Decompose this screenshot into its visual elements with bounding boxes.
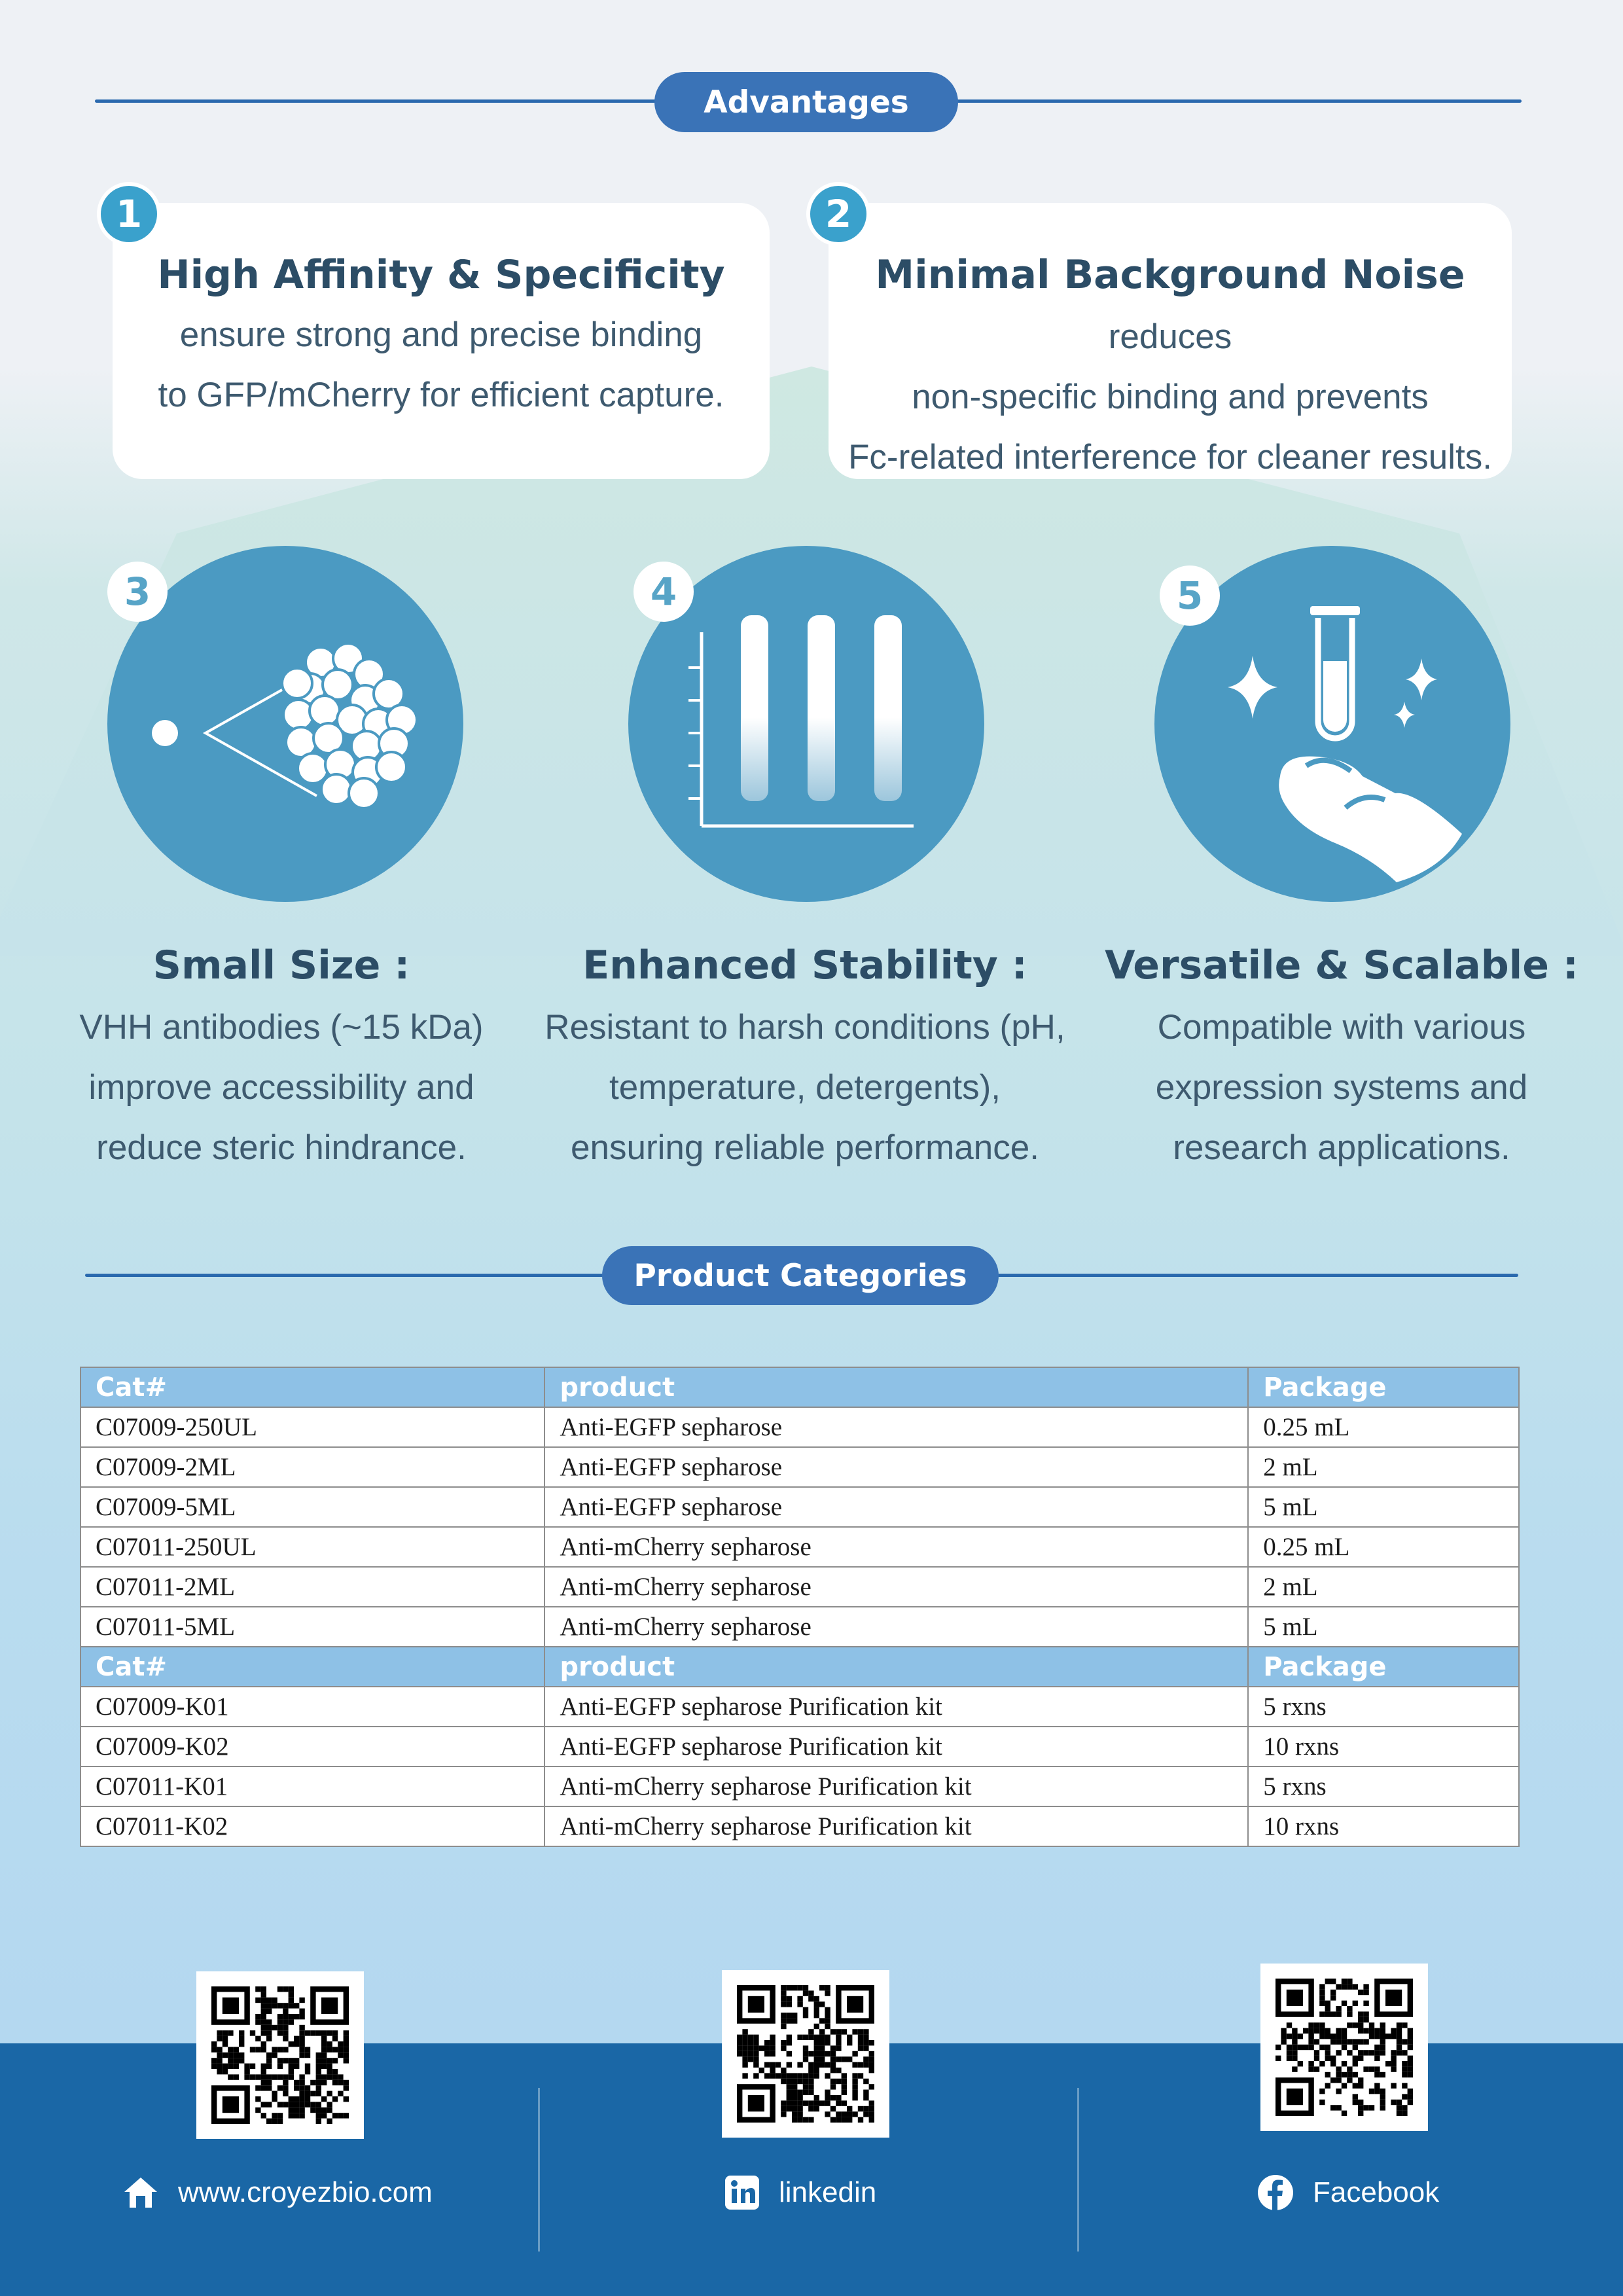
table-header-cell: product [544, 1647, 1248, 1687]
products-line-left [85, 1274, 609, 1277]
table-row [80, 1447, 1519, 1487]
number-badge-5: 5 [1160, 565, 1220, 626]
facebook-qr-code[interactable] [1260, 1964, 1428, 2131]
advantages-line-right [952, 99, 1522, 103]
table-row [80, 1687, 1519, 1727]
table-cell: Anti-mCherry sepharose [544, 1527, 1248, 1567]
number-badge-1: 1 [97, 182, 161, 246]
linkedin-label: linkedin [779, 2176, 877, 2208]
advantage-card-affinity [113, 203, 770, 479]
table-cell: C07009-2ML [80, 1447, 544, 1487]
table-cell: Anti-mCherry sepharose Purification kit [544, 1806, 1248, 1846]
table-cell: Anti-mCherry sepharose [544, 1567, 1248, 1607]
advantage-title: Minimal Background Noise [875, 252, 1465, 298]
table-cell: C07011-K01 [80, 1767, 544, 1806]
advantage-text: Fc-related interference for cleaner results. [848, 438, 1492, 476]
products-line-right [995, 1274, 1518, 1277]
table-cell: 0.25 mL [1248, 1527, 1519, 1567]
feature-title-stability: Enhanced Stability : [582, 942, 1027, 988]
website-qr-code[interactable] [196, 1971, 364, 2139]
table-cell: C07009-K02 [80, 1727, 544, 1767]
advantage-title: High Affinity & Specificity [157, 252, 725, 298]
feature-title-versatile: Versatile & Scalable : [1105, 942, 1578, 988]
table-cell: 2 mL [1248, 1447, 1519, 1487]
table-header-row [80, 1367, 1519, 1407]
table-row [80, 1727, 1519, 1767]
table-cell: C07011-250UL [80, 1527, 544, 1567]
table-header-row [80, 1647, 1519, 1687]
number-badge-4: 4 [633, 562, 694, 622]
table-cell: 5 rxns [1248, 1687, 1519, 1727]
advantage-text: to GFP/mCherry for efficient capture. [158, 376, 724, 414]
table-cell: Anti-mCherry sepharose Purification kit [544, 1767, 1248, 1806]
linkedin-link[interactable] [724, 2173, 876, 2212]
advantage-text: ensure strong and precise binding [179, 315, 703, 354]
table-cell: Anti-EGFP sepharose Purification kit [544, 1727, 1248, 1767]
table-cell: C07009-K01 [80, 1687, 544, 1727]
table-header-cell: Cat# [80, 1367, 544, 1407]
website-link[interactable] [122, 2173, 433, 2212]
facebook-icon [1257, 2174, 1294, 2212]
table-row [80, 1567, 1519, 1607]
table-row [80, 1407, 1519, 1447]
feature-line: VHH antibodies (~15 kDa) [79, 1008, 484, 1047]
feature-line: improve accessibility and [88, 1068, 474, 1107]
product-categories-heading: Product Categories [602, 1246, 999, 1305]
feature-line: Compatible with various [1157, 1008, 1526, 1047]
feature-line: ensuring reliable performance. [571, 1128, 1039, 1167]
table-cell: Anti-EGFP sepharose [544, 1487, 1248, 1527]
feature-line: Resistant to harsh conditions (pH, [544, 1008, 1065, 1047]
feature-line: expression systems and [1155, 1068, 1528, 1107]
table-cell: C07011-K02 [80, 1806, 544, 1846]
table-cell: Anti-EGFP sepharose Purification kit [544, 1687, 1248, 1727]
table-cell: 10 rxns [1248, 1806, 1519, 1846]
footer-divider [1077, 2088, 1079, 2251]
advantages-heading: Advantages [654, 72, 958, 132]
product-table [80, 1367, 1520, 1847]
table-cell: C07011-2ML [80, 1567, 544, 1607]
table-cell: Anti-EGFP sepharose [544, 1447, 1248, 1487]
feature-title-small-size: Small Size : [152, 942, 410, 988]
table-cell: C07009-250UL [80, 1407, 544, 1447]
feature-line: temperature, detergents), [609, 1068, 1001, 1107]
home-icon [122, 2174, 160, 2212]
table-cell: Anti-mCherry sepharose [544, 1607, 1248, 1647]
feature-body-stability [537, 997, 1073, 1178]
feature-line: research applications. [1173, 1128, 1510, 1167]
linkedin-qr-code[interactable] [722, 1970, 889, 2138]
table-cell: 5 mL [1248, 1487, 1519, 1527]
feature-body-versatile [1086, 997, 1597, 1178]
website-label: www.croyezbio.com [178, 2176, 433, 2208]
table-header-cell: Cat# [80, 1647, 544, 1687]
table-header-cell: Package [1248, 1367, 1519, 1407]
facebook-link[interactable] [1257, 2173, 1439, 2212]
table-cell: 5 rxns [1248, 1767, 1519, 1806]
table-row [80, 1806, 1519, 1846]
table-row [80, 1527, 1519, 1567]
table-cell: 10 rxns [1248, 1727, 1519, 1767]
advantage-card-background-noise [829, 203, 1512, 479]
facebook-label: Facebook [1313, 2176, 1440, 2208]
number-badge-2: 2 [806, 182, 870, 246]
table-cell: C07011-5ML [80, 1607, 544, 1647]
advantages-line-left [95, 99, 664, 103]
advantage-text: non-specific binding and prevents [912, 378, 1429, 416]
number-badge-3: 3 [107, 562, 168, 622]
table-header-cell: Package [1248, 1647, 1519, 1687]
table-cell: Anti-EGFP sepharose [544, 1407, 1248, 1447]
feature-body-small-size [39, 997, 524, 1178]
table-row [80, 1767, 1519, 1806]
feature-line: reduce steric hindrance. [96, 1128, 467, 1167]
table-row [80, 1607, 1519, 1647]
footer-divider [538, 2088, 540, 2251]
table-cell: C07009-5ML [80, 1487, 544, 1527]
advantage-title-suffix: reduces [1108, 317, 1232, 356]
table-header-cell: product [544, 1367, 1248, 1407]
linkedin-icon [724, 2174, 760, 2211]
table-row [80, 1487, 1519, 1527]
table-cell: 5 mL [1248, 1607, 1519, 1647]
table-cell: 2 mL [1248, 1567, 1519, 1607]
table-cell: 0.25 mL [1248, 1407, 1519, 1447]
